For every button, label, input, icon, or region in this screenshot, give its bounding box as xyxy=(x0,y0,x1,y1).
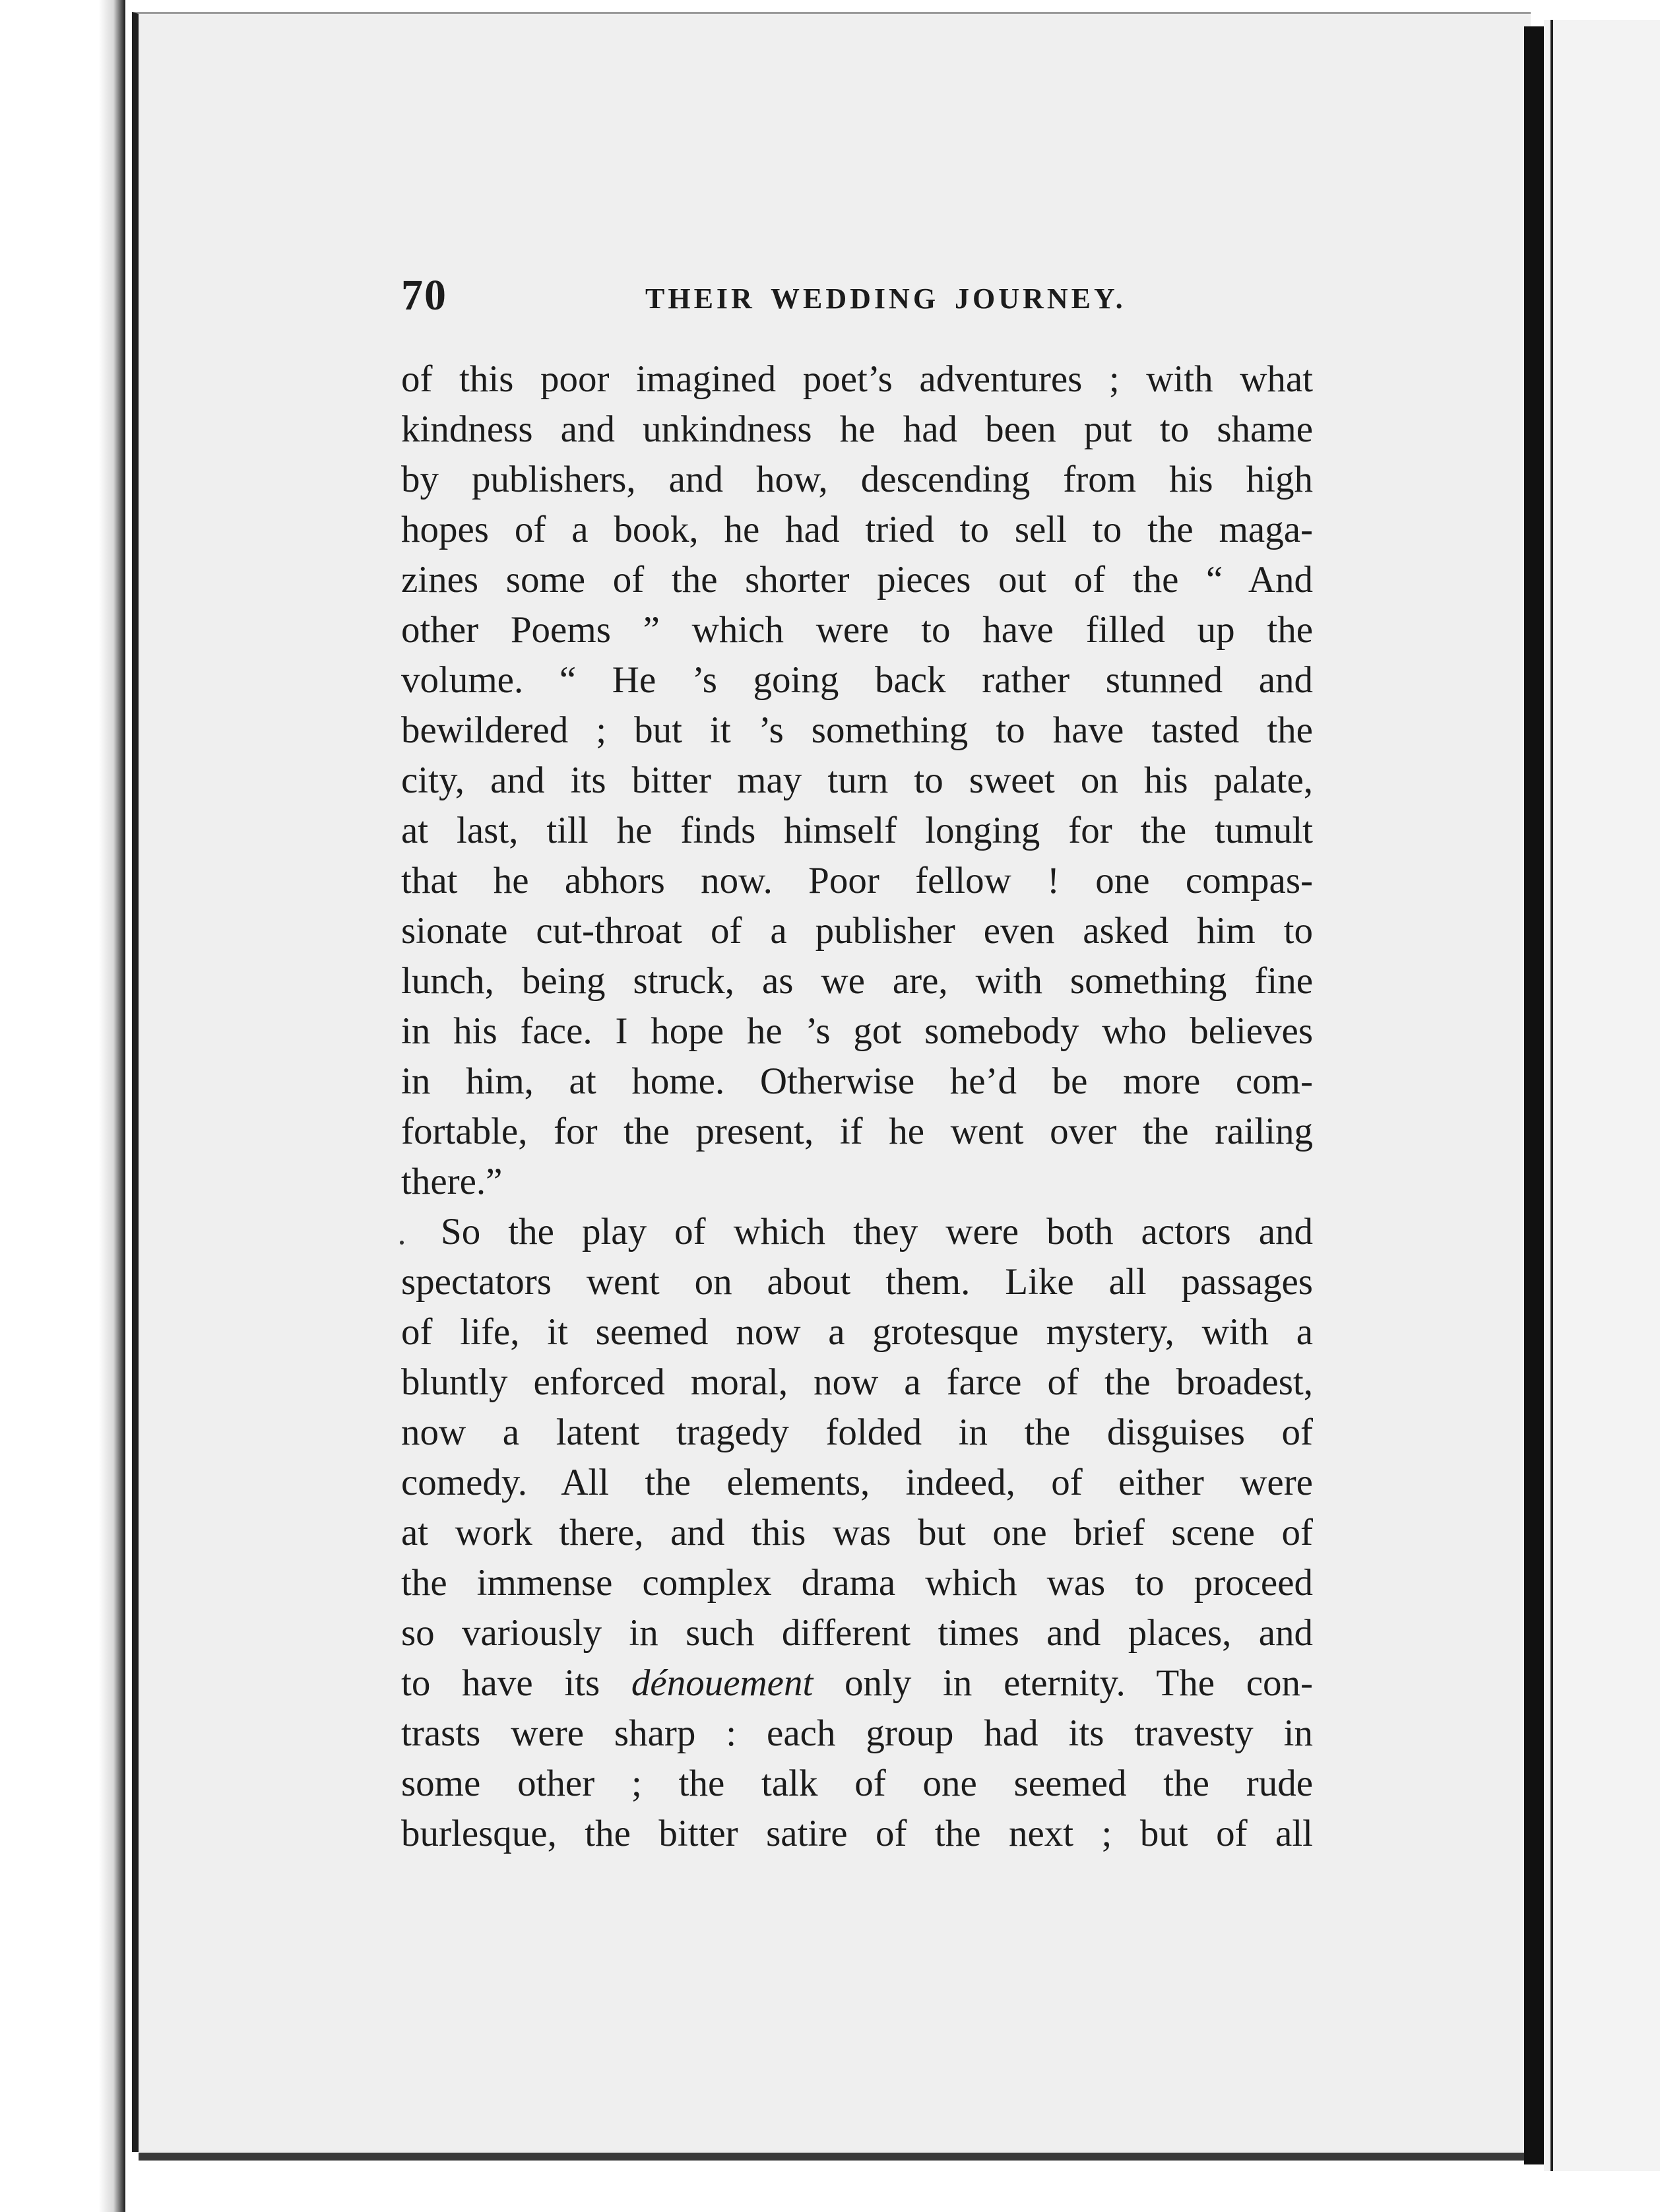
text-line: burlesque, the bitter satire of the next ; but of all xyxy=(401,1813,1313,1854)
text-line: fortable, for the present, if he went over the railing xyxy=(401,1111,1313,1152)
text-line: trasts were sharp : each group had its travesty in xyxy=(401,1712,1313,1754)
text-line: at work there, and this was but one brief scene of xyxy=(401,1512,1313,1553)
text-line: so variously in such different times and places, and xyxy=(401,1612,1313,1654)
text-line: sionate cut-throat of a publisher even asked him to xyxy=(401,910,1313,952)
text-line: bewildered ; but it ’s something to have tasted the xyxy=(401,709,1313,751)
text-line: now a latent tragedy folded in the disguises of xyxy=(401,1412,1313,1453)
italic-word: dénouement xyxy=(631,1662,814,1704)
text-line: spectators went on about them. Like all passages xyxy=(401,1261,1313,1303)
text-line: by publishers, and how, descending from his high xyxy=(401,459,1313,500)
facing-page-edge xyxy=(1550,20,1553,2171)
running-head xyxy=(401,269,1312,322)
text-line: there.” xyxy=(401,1161,503,1202)
text-line: at last, till he finds himself longing for the tumult xyxy=(401,810,1313,851)
facing-page-sliver xyxy=(1544,20,1660,2171)
text-line: in him, at home. Otherwise he’d be more com- xyxy=(401,1060,1313,1102)
text-line: some other ; the talk of one seemed the rude xyxy=(401,1763,1313,1804)
running-title: THEIR WEDDING JOURNEY. xyxy=(645,282,1126,315)
body-text xyxy=(401,354,1313,1859)
text-line: of this poor imagined poet’s adventures ; with what xyxy=(401,358,1313,400)
text-line: to have its dénouement only in eternity. The con- xyxy=(401,1662,1313,1704)
text-line: So the play of which they were both actors and xyxy=(441,1211,1313,1252)
text-line: hopes of a book, he had tried to sell to the maga- xyxy=(401,509,1313,550)
text-line: comedy. All the elements, indeed, of either were xyxy=(401,1462,1313,1503)
text-line: bluntly enforced moral, now a farce of the broadest, xyxy=(401,1361,1313,1403)
text-line: the immense complex drama which was to proceed xyxy=(401,1562,1313,1604)
text-line: of life, it seemed now a grotesque mystery, with a xyxy=(401,1311,1313,1353)
page-bottom-edge xyxy=(139,2153,1531,2161)
text-line: in his face. I hope he ’s got somebody who believes xyxy=(401,1010,1313,1052)
scan-left-edge xyxy=(0,0,125,2212)
text-line: city, and its bitter may turn to sweet on his palate, xyxy=(401,760,1313,801)
book-spine xyxy=(1524,26,1544,2164)
text-line: other Poems ” which were to have filled up the xyxy=(401,609,1313,651)
text-line: that he abhors now. Poor fellow ! one compas- xyxy=(401,860,1313,901)
text-line: zines some of the shorter pieces out of the “ And xyxy=(401,559,1313,601)
text-line: volume. “ He ’s going back rather stunned and xyxy=(401,659,1313,701)
page-number: 70 xyxy=(401,271,447,319)
text-line: kindness and unkindness he had been put to shame xyxy=(401,408,1313,450)
text-line: lunch, being struck, as we are, with something fine xyxy=(401,960,1313,1002)
